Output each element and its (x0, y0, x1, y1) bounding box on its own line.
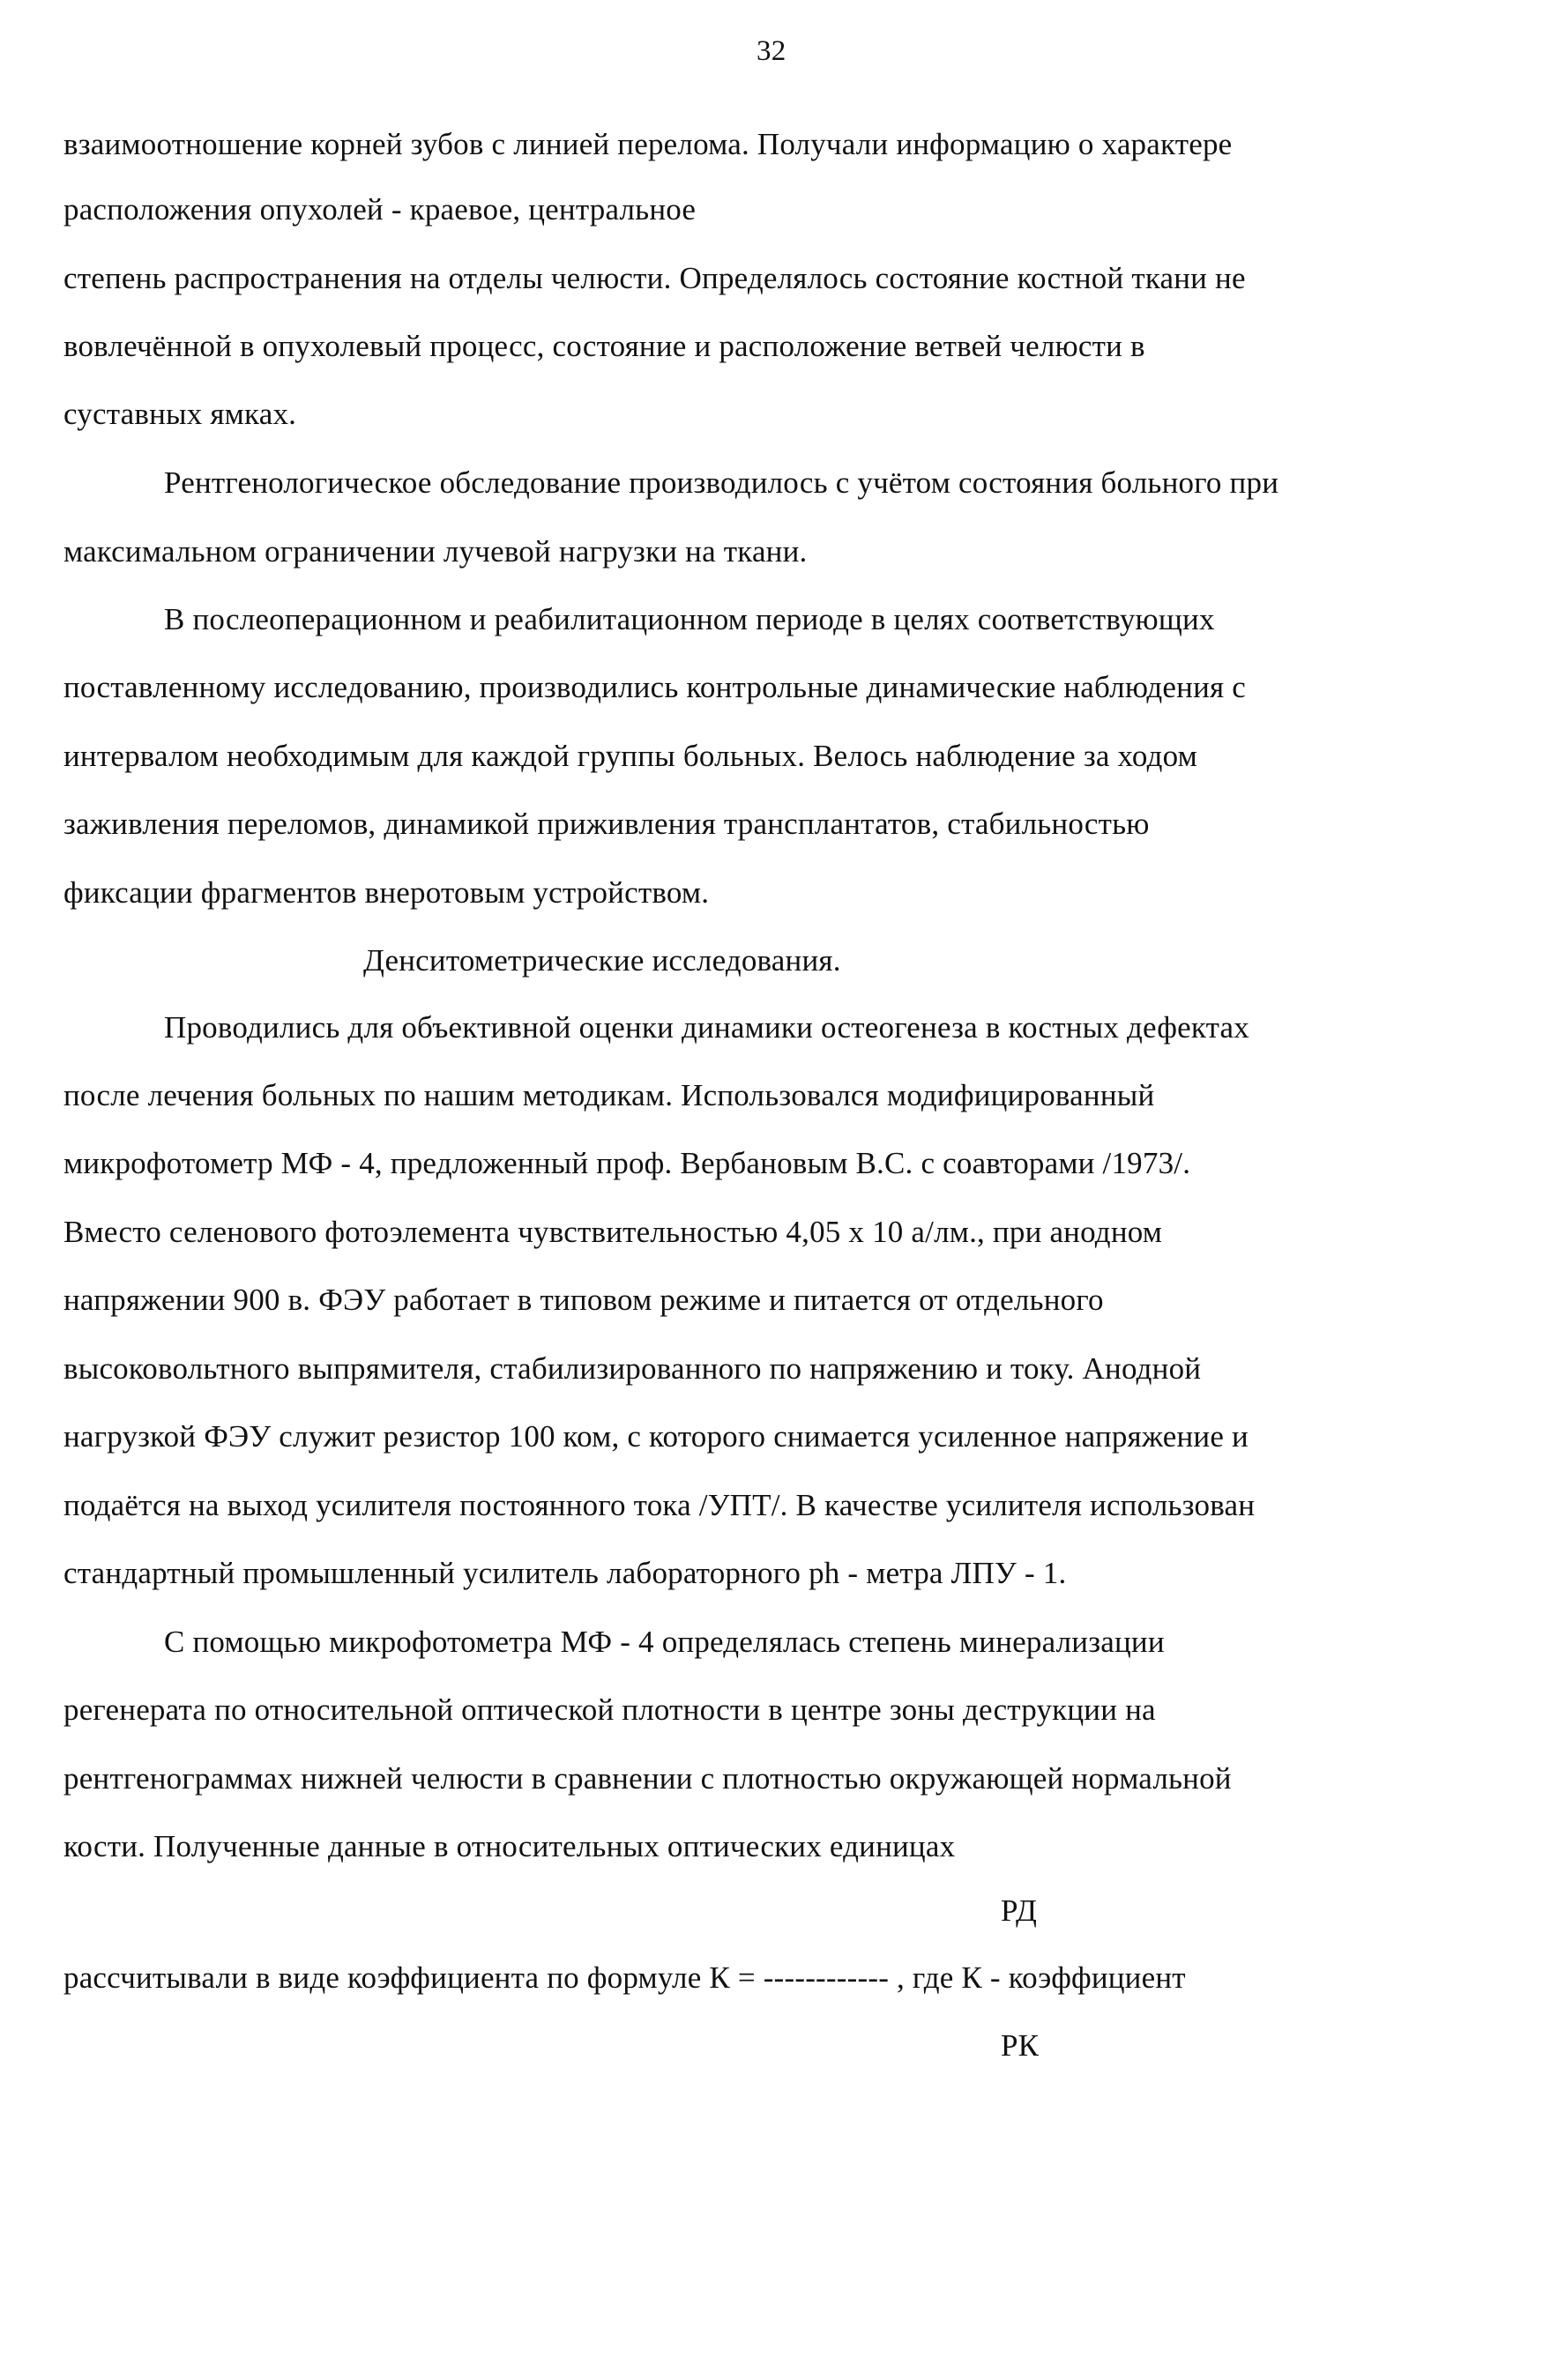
text-line: Вместо селенового фотоэлемента чувствительностью 4,05 х 10 а/лм., при анодном (63, 1215, 1163, 1249)
text-line: нагрузкой ФЭУ служит резистор 100 ком, с которого снимается усиленное напряжение и (63, 1419, 1249, 1454)
formula-numerator: РД (1001, 1893, 1038, 1928)
formula-line: рассчитывали в виде коэффициента по формуле К = ------------ , где К - коэффициент (63, 1960, 1186, 1995)
text-line: фиксации фрагментов внеротовым устройством. (63, 875, 710, 910)
text-line: микрофотометр МФ - 4, предложенный проф. Вербановым В.С. с соавторами /1973/. (63, 1146, 1191, 1180)
text-line: С помощью микрофотометра МФ - 4 определялась степень минерализации (164, 1625, 1165, 1659)
text-line: стандартный промышленный усилитель лабораторного ph - метра ЛПУ - 1. (63, 1556, 1067, 1590)
section-heading: Денситометрические исследования. (363, 943, 841, 978)
text-line: вовлечённой в опухолевый процесс, состояние и расположение ветвей челюсти в (63, 329, 1145, 363)
text-line: регенерата по относительной оптической плотности в центре зоны деструкции на (63, 1692, 1156, 1727)
text-line: высоковольтного выпрямителя, стабилизированного по напряжению и току. Анодной (63, 1351, 1202, 1386)
text-line: Проводились для объективной оценки динамики остеогенеза в костных дефектах (164, 1010, 1249, 1045)
page-number: 32 (757, 35, 786, 67)
text-line: напряжении 900 в. ФЭУ работает в типовом режиме и питается от отдельного (63, 1283, 1104, 1317)
text-line: Рентгенологическое обследование производилось с учётом состояния больного при (164, 465, 1279, 500)
text-line: после лечения больных по нашим методикам. Использовался модифицированный (63, 1078, 1155, 1112)
text-line: подаётся на выход усилителя постоянного тока /УПТ/. В качестве усилителя использован (63, 1488, 1256, 1522)
text-line: расположения опухолей - краевое, центральное (63, 192, 697, 227)
text-line: поставленному исследованию, производились контрольные динамические наблюдения с (63, 670, 1246, 704)
text-line: рентгенограммах нижней челюсти в сравнении с плотностью окружающей нормальной (63, 1761, 1232, 1796)
text-line: степень распространения на отделы челюсти. Определялось состояние костной ткани не (63, 261, 1246, 295)
text-line: интервалом необходимым для каждой группы больных. Велось наблюдение за ходом (63, 739, 1197, 773)
formula-denominator: РК (1001, 2028, 1040, 2063)
text-line: кости. Полученные данные в относительных оптических единицах (63, 1829, 956, 1863)
text-line: взаимоотношение корней зубов с линией перелома. Получали информацию о характере (63, 127, 1233, 161)
text-line: В послеоперационном и реабилитационном периоде в целях соответствующих (164, 602, 1215, 636)
text-line: суставных ямках. (63, 397, 297, 431)
text-line: максимальном ограничении лучевой нагрузки на ткани. (63, 534, 808, 569)
text-line: заживления переломов, динамикой приживления трансплантатов, стабильностью (63, 807, 1150, 841)
